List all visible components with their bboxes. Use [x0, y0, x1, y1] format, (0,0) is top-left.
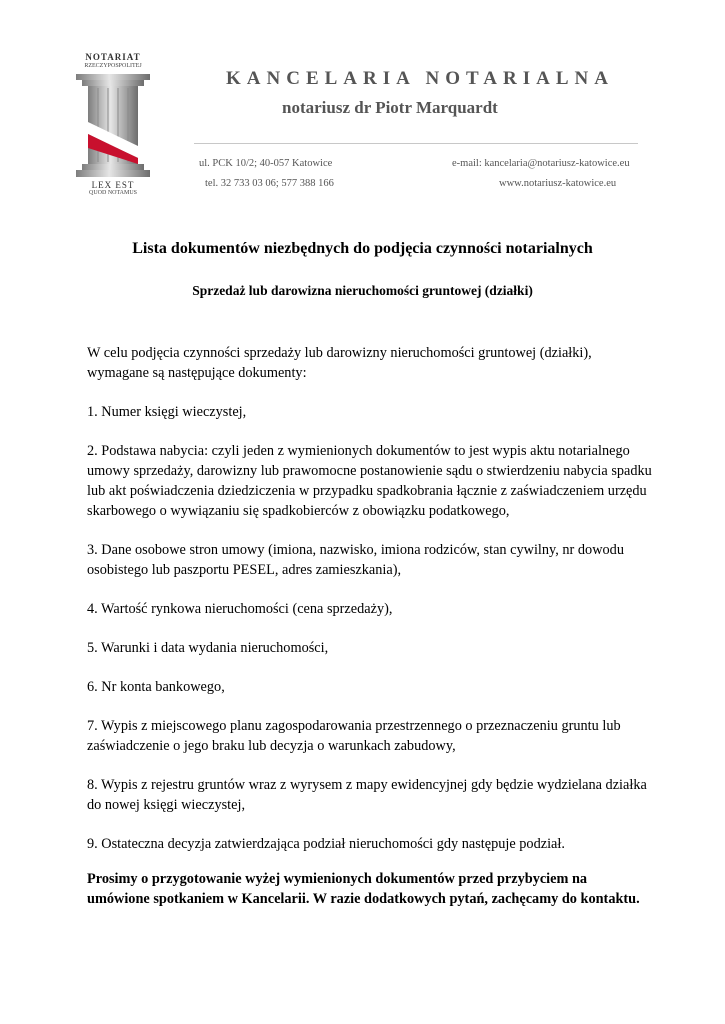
list-item: 9. Ostateczna decyzja zatwierdzająca podział nieruchomości gdy następuje podział. — [87, 836, 565, 852]
notary-logo — [58, 52, 168, 212]
logo-motto-sub: QUOD NOTAMUS — [88, 190, 138, 196]
office-website[interactable]: www.notariusz-katowice.eu — [499, 178, 617, 189]
list-item: 3. Dane osobowe stron umowy (imiona, nazwisko, imiona rodziców, stan cywilny, nr dowodu osobistego lub paszportu PESEL, adres zamieszkania), — [87, 542, 624, 578]
list-item: 5. Warunki i data wydania nieruchomości, — [87, 640, 329, 656]
header-divider — [194, 143, 638, 144]
document-subtitle: Sprzedaż lub darowizna nieruchomości gruntowej (działki) — [192, 283, 533, 298]
list-item: 8. Wypis z rejestru gruntów wraz z wyrysem z mapy ewidencyjnej gdy będzie wydzielana działka do nowej księgi wieczystej, — [87, 777, 647, 813]
logo-top-subtext: RZECZYPOSPOLITEJ — [84, 63, 142, 69]
notary-name: notariusz dr Piotr Marquardt — [282, 98, 498, 117]
list-item: 4. Wartość rynkowa nieruchomości (cena sprzedaży), — [87, 601, 393, 617]
list-item: 2. Podstawa nabycia: czyli jeden z wymienionych dokumentów to jest wypis aktu notarialnego umowy sprzedaży, darowizny lub prawomocne postanowienie sądu o stwierdzeniu nabycia spadku lub akt poświadczenia dziedziczenia w przypadku spadkobrania łącznie z zaświadczeniem urzędu skarbowego o wywiązaniu się spadkobierców z obowiązku podatkowego, — [87, 443, 652, 519]
list-item: 6. Nr konta bankowego, — [87, 679, 225, 695]
closing-paragraph: Prosimy o przygotowanie wyżej wymienionych dokumentów przed przybyciem na umówione spotkaniem w Kancelarii. W razie dodatkowych pytań, zachęcamy do kontaktu. — [87, 871, 640, 907]
office-phone: tel. 32 733 03 06; 577 388 166 — [205, 178, 334, 189]
list-item: 7. Wypis z miejscowego planu zagospodarowania przestrzennego o przeznaczeniu gruntu lub zaświadczenie o jego braku lub decyzja o warunkach zabudowy, — [87, 718, 621, 754]
list-item: 1. Numer księgi wieczystej, — [87, 404, 247, 420]
firm-name: KANCELARIA NOTARIALNA — [226, 68, 614, 89]
office-email[interactable]: e-mail: kancelaria@notariusz-katowice.eu — [452, 158, 630, 169]
document-body — [87, 343, 652, 928]
office-address: ul. PCK 10/2; 40-057 Katowice — [199, 158, 333, 169]
logo-top-text: NOTARIAT — [85, 52, 141, 62]
document-title: Lista dokumentów niezbędnych do podjęcia czynności notarialnych — [132, 240, 593, 257]
logo-motto: LEX EST — [91, 180, 135, 190]
intro-paragraph: W celu podjęcia czynności sprzedaży lub darowizny nieruchomości gruntowej (działki), wymagane są następujące dokumenty: — [87, 345, 592, 381]
pillar-icon — [72, 74, 154, 178]
